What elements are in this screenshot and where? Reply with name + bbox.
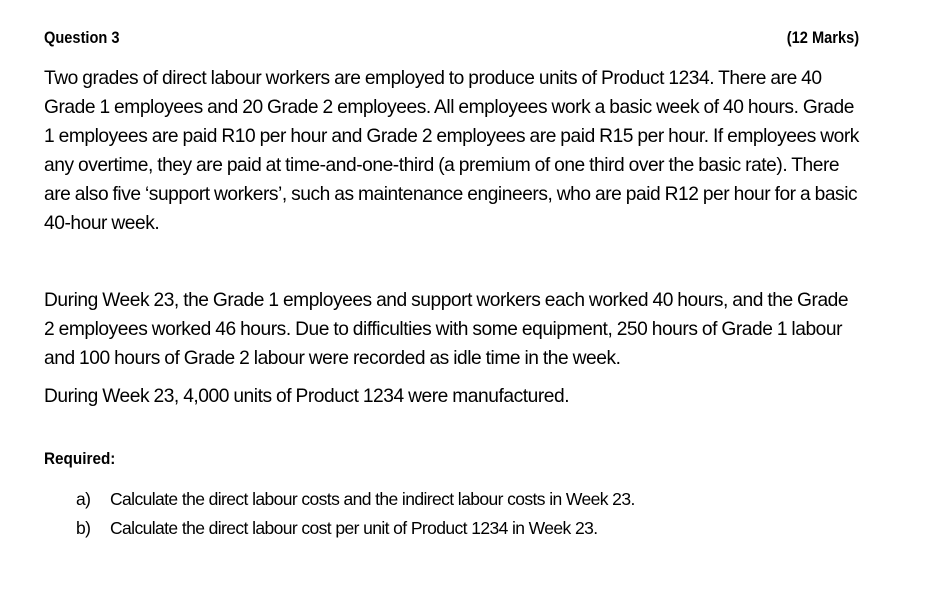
required-item-marker: a) (76, 489, 91, 509)
week-23-hours-paragraph: During Week 23, the Grade 1 employees and support workers each worked 40 hours, and the Grade 2 employees worked 46 hours. Due to difficulties with some equipment, 250 hours of Grade 1 labour and 100 hours of Grade 2 labour were recorded as idle time in the week. (44, 290, 849, 369)
required-list (76, 485, 859, 543)
question-marks: (12 Marks) (786, 28, 859, 47)
required-item-marker: b) (76, 518, 91, 538)
question-document (44, 28, 859, 543)
required-item-text: Calculate the direct labour cost per unit of Product 1234 in Week 23. (110, 518, 598, 538)
required-item-a (76, 485, 859, 514)
scenario-paragraph: Two grades of direct labour workers are employed to produce units of Product 1234. There are 40 Grade 1 employees and 20 Grade 2 employees. All employees work a basic week of 40 hours. Grade 1 employees are paid R10 per hour and Grade 2 employees are paid R15 per hour. If employees work any overtime, they are paid at time-and-one-third (a premium of one third over the basic rate). There are also five ‘support workers’, such as maintenance engineers, who are paid R12 per hour for a basic 40-hour week. (44, 68, 859, 234)
question-title: Question 3 (44, 28, 120, 47)
required-heading: Required: (44, 449, 116, 468)
required-item-text: Calculate the direct labour costs and the indirect labour costs in Week 23. (110, 489, 635, 509)
question-header (44, 28, 859, 54)
required-item-b (76, 514, 859, 543)
week-23-units-paragraph: During Week 23, 4,000 units of Product 1234 were manufactured. (44, 386, 570, 407)
